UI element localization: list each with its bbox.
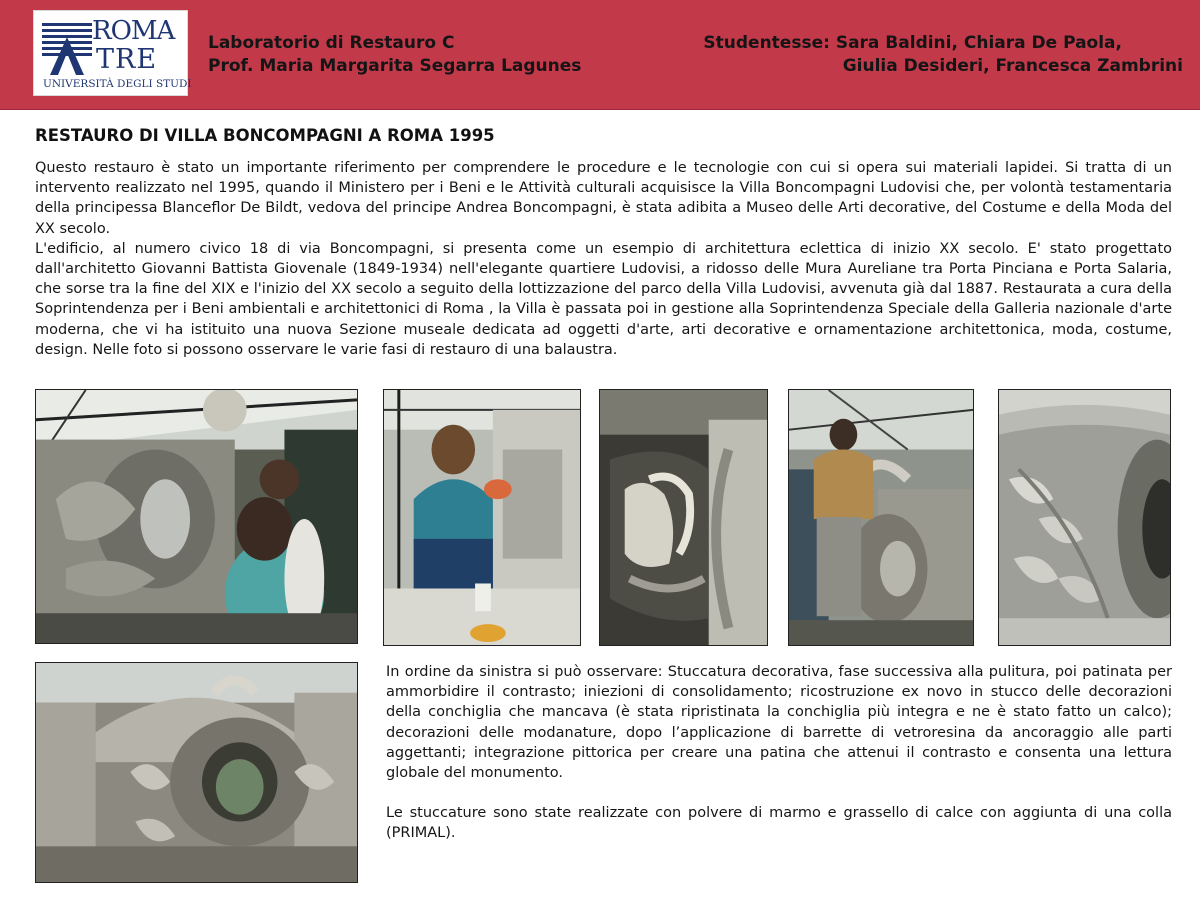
photo-consolidation-injections <box>383 389 581 646</box>
intro-paragraph-1: Questo restauro è stato un importante riferimento per comprendere le procedure e le tecnologie con cui si opera sui materiali lapidei. Si tratta di un intervento realizzato nel 1995, quando il Ministero per i Beni e le Attività culturali acquisisce la Villa Boncompagni Ludovisi che, per volontà testamentaria della principessa Blanceflor De Bildt, vedova del principe Andrea Boncompagni, è stata adibita a Museo delle Arti decorative, del Costume e della Moda del XX secolo. <box>35 160 1172 237</box>
students-line-2: Giulia Desideri, Francesca Zambrini <box>842 56 1183 76</box>
intro-text <box>35 158 1172 360</box>
photo-moulding-decorations <box>788 389 974 646</box>
university-logo <box>33 10 192 96</box>
logo-tre-text: TRE <box>96 44 158 75</box>
photo-shell-reconstruction <box>599 389 768 646</box>
students-line-1: Studentesse: Sara Baldini, Chiara De Paola, <box>703 33 1122 53</box>
university-emblem-icon <box>42 23 92 75</box>
caption-paragraph-1: In ordine da sinistra si può osservare: Stuccatura decorativa, fase successiva alla pulitura, poi patinata per ammorbidire il contrasto; iniezioni di consolidamento; ricostruzione ex novo in stucco delle decorazioni della conchiglia che mancava (è stata ripristinata la conchiglia più integra e ne è stato fatto un calco); decorazioni delle modanature, dopo l’applicazione di barrette di vetroresina da ancoraggio alle parti aggettanti; integrazione pittorica per creare una patina che attenui il contrasto e consenta una lettura globale del monumento. <box>386 664 1172 782</box>
logo-roma-text: ROMA <box>92 16 175 46</box>
course-name: Laboratorio di Restauro C <box>208 33 455 53</box>
photo-finished-balustrade <box>35 662 358 883</box>
header-band <box>0 0 1200 110</box>
intro-paragraph-2: L'edificio, al numero civico 18 di via Boncompagni, si presenta come un esempio di architettura eclettica di inizio XX secolo. E' stato progettato dall'architetto Giovanni Battista Giovenale (1849-1934) nell'elegante quartiere Ludovisi, a ridosso delle Mura Aureliane tra Porta Pinciana e Porta Salaria, che sorse tra la fine del XIX e l'inizio del XX secolo a seguito della lottizzazione del parco della Villa Ludovisi, avvenuta già dal 1887. Restaurata a cura della Soprintendenza per i Beni ambientali e architettonici di Roma , la Villa è passata poi in gestione alla Soprintendenza Speciale della Galleria nazionale d'arte moderna, che vi ha istituito una nuova Sezione museale dedicata ad oggetti d'arte, arti decorative e ornamentazione architettonica, moda, costume, design. Nelle foto si possono osservare le varie fasi di restauro di una balaustra. <box>35 240 1172 358</box>
logo-university-text: UNIVERSITÀ DEGLI STUDI <box>43 78 192 90</box>
caption-paragraph-2: Le stuccature sono state realizzate con polvere di marmo e grassello di calce con aggiunta di una colla (PRIMAL). <box>386 805 1172 842</box>
photo-caption <box>386 662 1172 844</box>
page-title: RESTAURO DI VILLA BONCOMPAGNI A ROMA 1995 <box>35 126 495 145</box>
photo-pictorial-integration <box>998 389 1171 646</box>
photo-decorative-stucco <box>35 389 358 644</box>
professor-name: Prof. Maria Margarita Segarra Lagunes <box>208 56 582 76</box>
